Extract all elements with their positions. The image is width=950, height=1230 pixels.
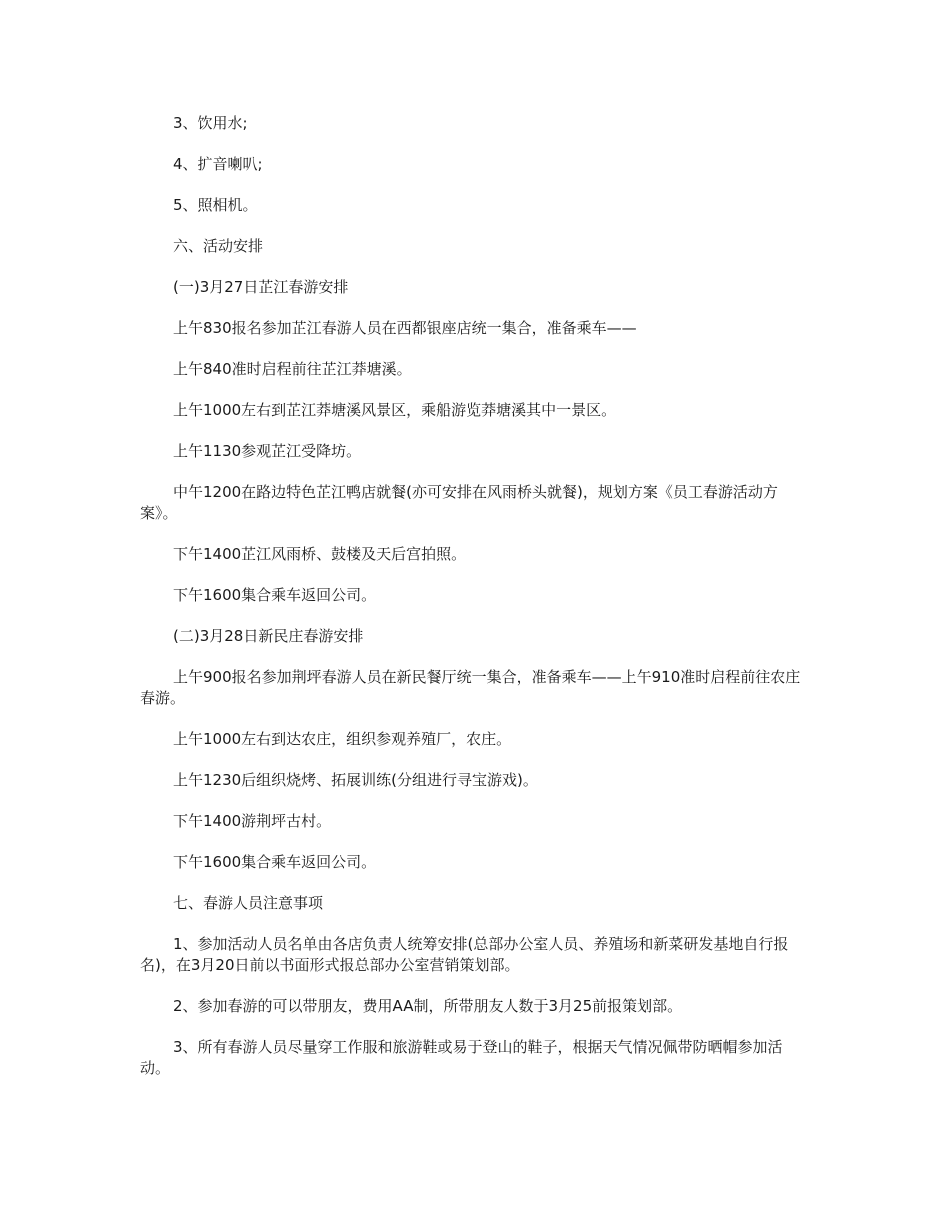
schedule-item: 上午1000左右到达农庄，组织参观养殖厂，农庄。 [173, 730, 512, 748]
schedule-item: 上午900报名参加荆坪春游人员在新民餐厅统一集合，准备乘车——上午910准时启程前往农庄春游。 [140, 668, 801, 707]
schedule-item: 上午1130参观芷江受降坊。 [173, 442, 362, 460]
schedule-item: 下午1400芷江风雨桥、鼓楼及天后宫拍照。 [173, 545, 467, 563]
subsection-heading-zhijiang: (一)3月27日芷江春游安排 [173, 278, 349, 296]
list-item-water: 3、饮用水; [173, 114, 248, 132]
schedule-item: 中午1200在路边特色芷江鸭店就餐(亦可安排在风雨桥头就餐)，规划方案《员工春游活动方案》。 [140, 483, 778, 522]
schedule-item: 上午1000左右到芷江莽塘溪风景区，乘船游览莽塘溪其中一景区。 [173, 401, 617, 419]
subsection-heading-xinminzhuang: (二)3月28日新民庄春游安排 [173, 627, 364, 645]
notes-item: 3、所有春游人员尽量穿工作服和旅游鞋或易于登山的鞋子，根据天气情况佩带防晒帽参加活动。 [140, 1038, 783, 1077]
schedule-item: 下午1400游荆坪古村。 [173, 812, 332, 830]
schedule-item: 上午830报名参加芷江春游人员在西都银座店统一集合，准备乘车—— [173, 319, 637, 337]
document-body [140, 113, 805, 1099]
notes-item: 2、参加春游的可以带朋友，费用AA制，所带朋友人数于3月25前报策划部。 [173, 997, 683, 1015]
section-heading-notes: 七、春游人员注意事项 [173, 894, 324, 912]
section-heading-activity-schedule: 六、活动安排 [173, 237, 264, 255]
list-item-camera: 5、照相机。 [173, 196, 258, 214]
notes-item: 1、参加活动人员名单由各店负责人统筹安排(总部办公室人员、养殖场和新菜研发基地自行报名)，在3月20日前以书面形式报总部办公室营销策划部。 [140, 935, 789, 974]
list-item-megaphone: 4、扩音喇叭; [173, 155, 263, 173]
schedule-item: 上午840准时启程前往芷江莽塘溪。 [173, 360, 412, 378]
schedule-item: 下午1600集合乘车返回公司。 [173, 586, 377, 604]
schedule-item: 下午1600集合乘车返回公司。 [173, 853, 377, 871]
schedule-item: 上午1230后组织烧烤、拓展训练(分组进行寻宝游戏)。 [173, 771, 538, 789]
